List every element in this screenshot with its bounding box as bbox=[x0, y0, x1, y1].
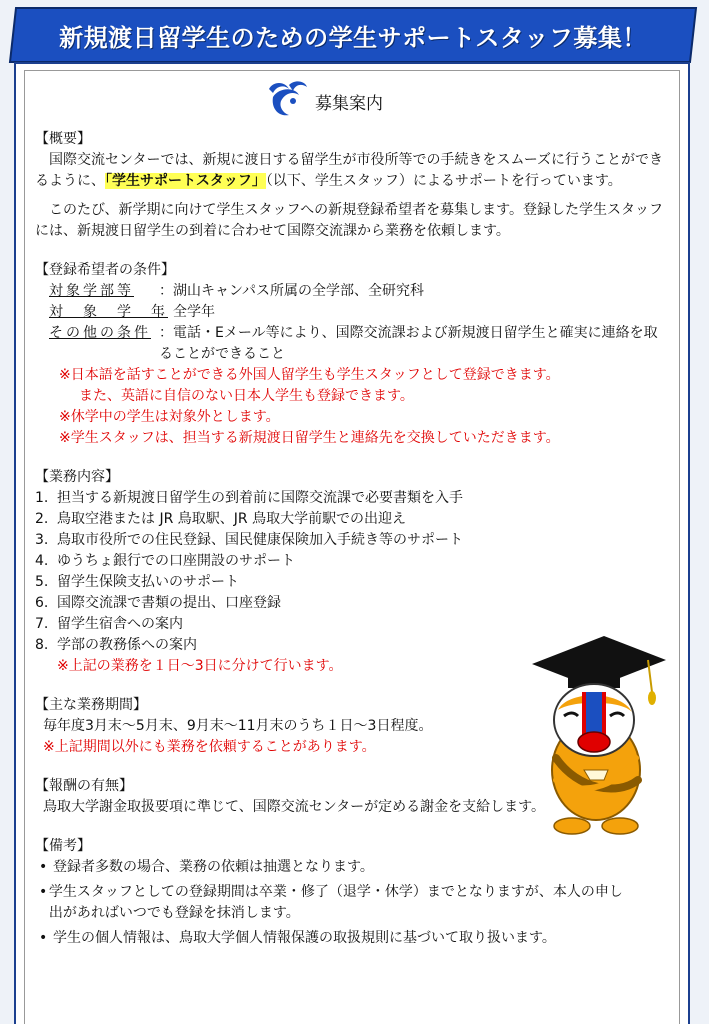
overview-paragraph-2: このたび、新学期に向けて学生スタッフへの新規登録希望者を募集します。登録した学生スタッフには、新規渡日留学生の到着に合わせて国際交流課から業務を依頼します。 bbox=[35, 202, 664, 239]
conditions-notes bbox=[35, 365, 671, 449]
condition-note: ※休学中の学生は対象外とします。 bbox=[59, 409, 280, 425]
duty-number: 7. bbox=[35, 616, 49, 632]
duty-number: 8. bbox=[35, 637, 49, 653]
condition-label: 対象学部等 bbox=[49, 283, 134, 299]
condition-row bbox=[49, 281, 671, 302]
condition-note: ※日本語を話すことができる外国人留学生も学生スタッフとして登録できます。 bbox=[59, 367, 560, 383]
page-banner bbox=[8, 6, 698, 64]
overview-text: 国際交流センターでは、新規に渡日する留学生が市役所等での手続きをスムーズに行うことができるように、 bbox=[35, 152, 664, 189]
conditions-list bbox=[35, 281, 671, 365]
duty-item bbox=[35, 488, 671, 509]
duty-text: ゆうちょ銀行での口座開設のサポート bbox=[57, 553, 295, 569]
duty-item bbox=[35, 530, 671, 551]
condition-label: 対 象 学 年 bbox=[49, 304, 168, 320]
overview-paragraph-1 bbox=[35, 150, 671, 192]
university-logo-icon bbox=[263, 79, 309, 123]
remark-text: 登録者多数の場合、業務の依頼は抽選となります。 bbox=[53, 859, 374, 875]
condition-value: ：湖山キャンパス所属の全学部、全研究科 bbox=[159, 283, 425, 299]
conditions-heading: 【登録希望者の条件】 bbox=[35, 262, 175, 278]
page-title: 新規渡日留学生のための学生サポートスタッフ募集！ bbox=[59, 23, 647, 52]
guide-header bbox=[263, 79, 383, 123]
duty-number: 1. bbox=[35, 490, 49, 506]
reward-text: 鳥取大学謝金取扱要項に準じて、国際交流センターが定める謝金を支給します。 bbox=[43, 799, 546, 815]
overview-heading: 【概要】 bbox=[35, 131, 91, 147]
condition-row bbox=[49, 323, 671, 365]
recruitment-panel bbox=[14, 62, 690, 1024]
condition-value: ：全学年 bbox=[159, 304, 215, 320]
duties-heading: 【業務内容】 bbox=[35, 469, 119, 485]
remark-item: • 登録者多数の場合、業務の依頼は抽選となります。 bbox=[35, 857, 671, 878]
condition-row bbox=[49, 302, 671, 323]
duty-number: 6. bbox=[35, 595, 49, 611]
duties-note: ※上記の業務を１日～3日に分けて行います。 bbox=[57, 658, 343, 674]
duty-text: 鳥取市役所での住民登録、国民健康保険加入手続き等のサポート bbox=[57, 532, 463, 548]
duty-text: 留学生宿舎への案内 bbox=[57, 616, 183, 632]
remark-item: • 学生の個人情報は、鳥取大学個人情報保護の取扱規則に基づいて取り扱います。 bbox=[35, 928, 671, 949]
inner-frame bbox=[24, 70, 680, 1024]
condition-note: また、英語に自信のない日本人学生も登録できます。 bbox=[79, 388, 414, 404]
duty-item bbox=[35, 509, 671, 530]
remark-text: 学生の個人情報は、鳥取大学個人情報保護の取扱規則に基づいて取り扱います。 bbox=[53, 930, 556, 946]
duty-number: 5. bbox=[35, 574, 49, 590]
remarks-list bbox=[35, 857, 671, 949]
duty-number: 3. bbox=[35, 532, 49, 548]
duty-text: 学部の教務係への案内 bbox=[57, 637, 197, 653]
remarks-heading: 【備考】 bbox=[35, 838, 91, 854]
period-note: ※上記期間以外にも業務を依頼することがあります。 bbox=[43, 739, 376, 755]
duty-text: 留学生保険支払いのサポート bbox=[57, 574, 239, 590]
remark-item: • 学生スタッフとしての登録期間は卒業・修了（退学・休学）までとなりますが、本人の申し出があればいつでも登録を抹消します。 bbox=[35, 882, 671, 924]
duty-item bbox=[35, 572, 671, 593]
duty-item bbox=[35, 593, 671, 614]
duty-text: 国際交流課で書類の提出、口座登録 bbox=[57, 595, 281, 611]
period-text: 毎年度3月末～5月末、9月末～11月末のうち１日～3日程度。 bbox=[43, 718, 433, 734]
remark-text: 学生スタッフとしての登録期間は卒業・修了（退学・休学）までとなりますが、本人の申し出があればいつでも登録を抹消します。 bbox=[48, 884, 623, 921]
graduate-bird-mascot-icon bbox=[528, 630, 668, 844]
condition-value: ：電話・Eメール等により、国際交流課および新規渡日留学生と確実に連絡を取ることができること bbox=[159, 325, 658, 362]
highlight-student-staff: 「学生サポートスタッフ」 bbox=[105, 173, 266, 189]
duty-text: 鳥取空港または JR 鳥取駅、JR 鳥取大学前駅での出迎え bbox=[57, 511, 407, 527]
duty-item bbox=[35, 551, 671, 572]
condition-note: ※学生スタッフは、担当する新規渡日留学生と連絡先を交換していただきます。 bbox=[59, 430, 560, 446]
duty-number: 4. bbox=[35, 553, 49, 569]
duty-text: 担当する新規渡日留学生の到着前に国際交流課で必要書類を入手 bbox=[57, 490, 463, 506]
reward-heading: 【報酬の有無】 bbox=[35, 778, 133, 794]
duty-number: 2. bbox=[35, 511, 49, 527]
condition-label: その他の条件 bbox=[49, 325, 151, 341]
overview-text-cont: （以下、学生スタッフ）によるサポートを行っています。 bbox=[265, 173, 622, 189]
guide-title: 募集案内 bbox=[315, 93, 383, 114]
period-heading: 【主な業務期間】 bbox=[35, 697, 147, 713]
